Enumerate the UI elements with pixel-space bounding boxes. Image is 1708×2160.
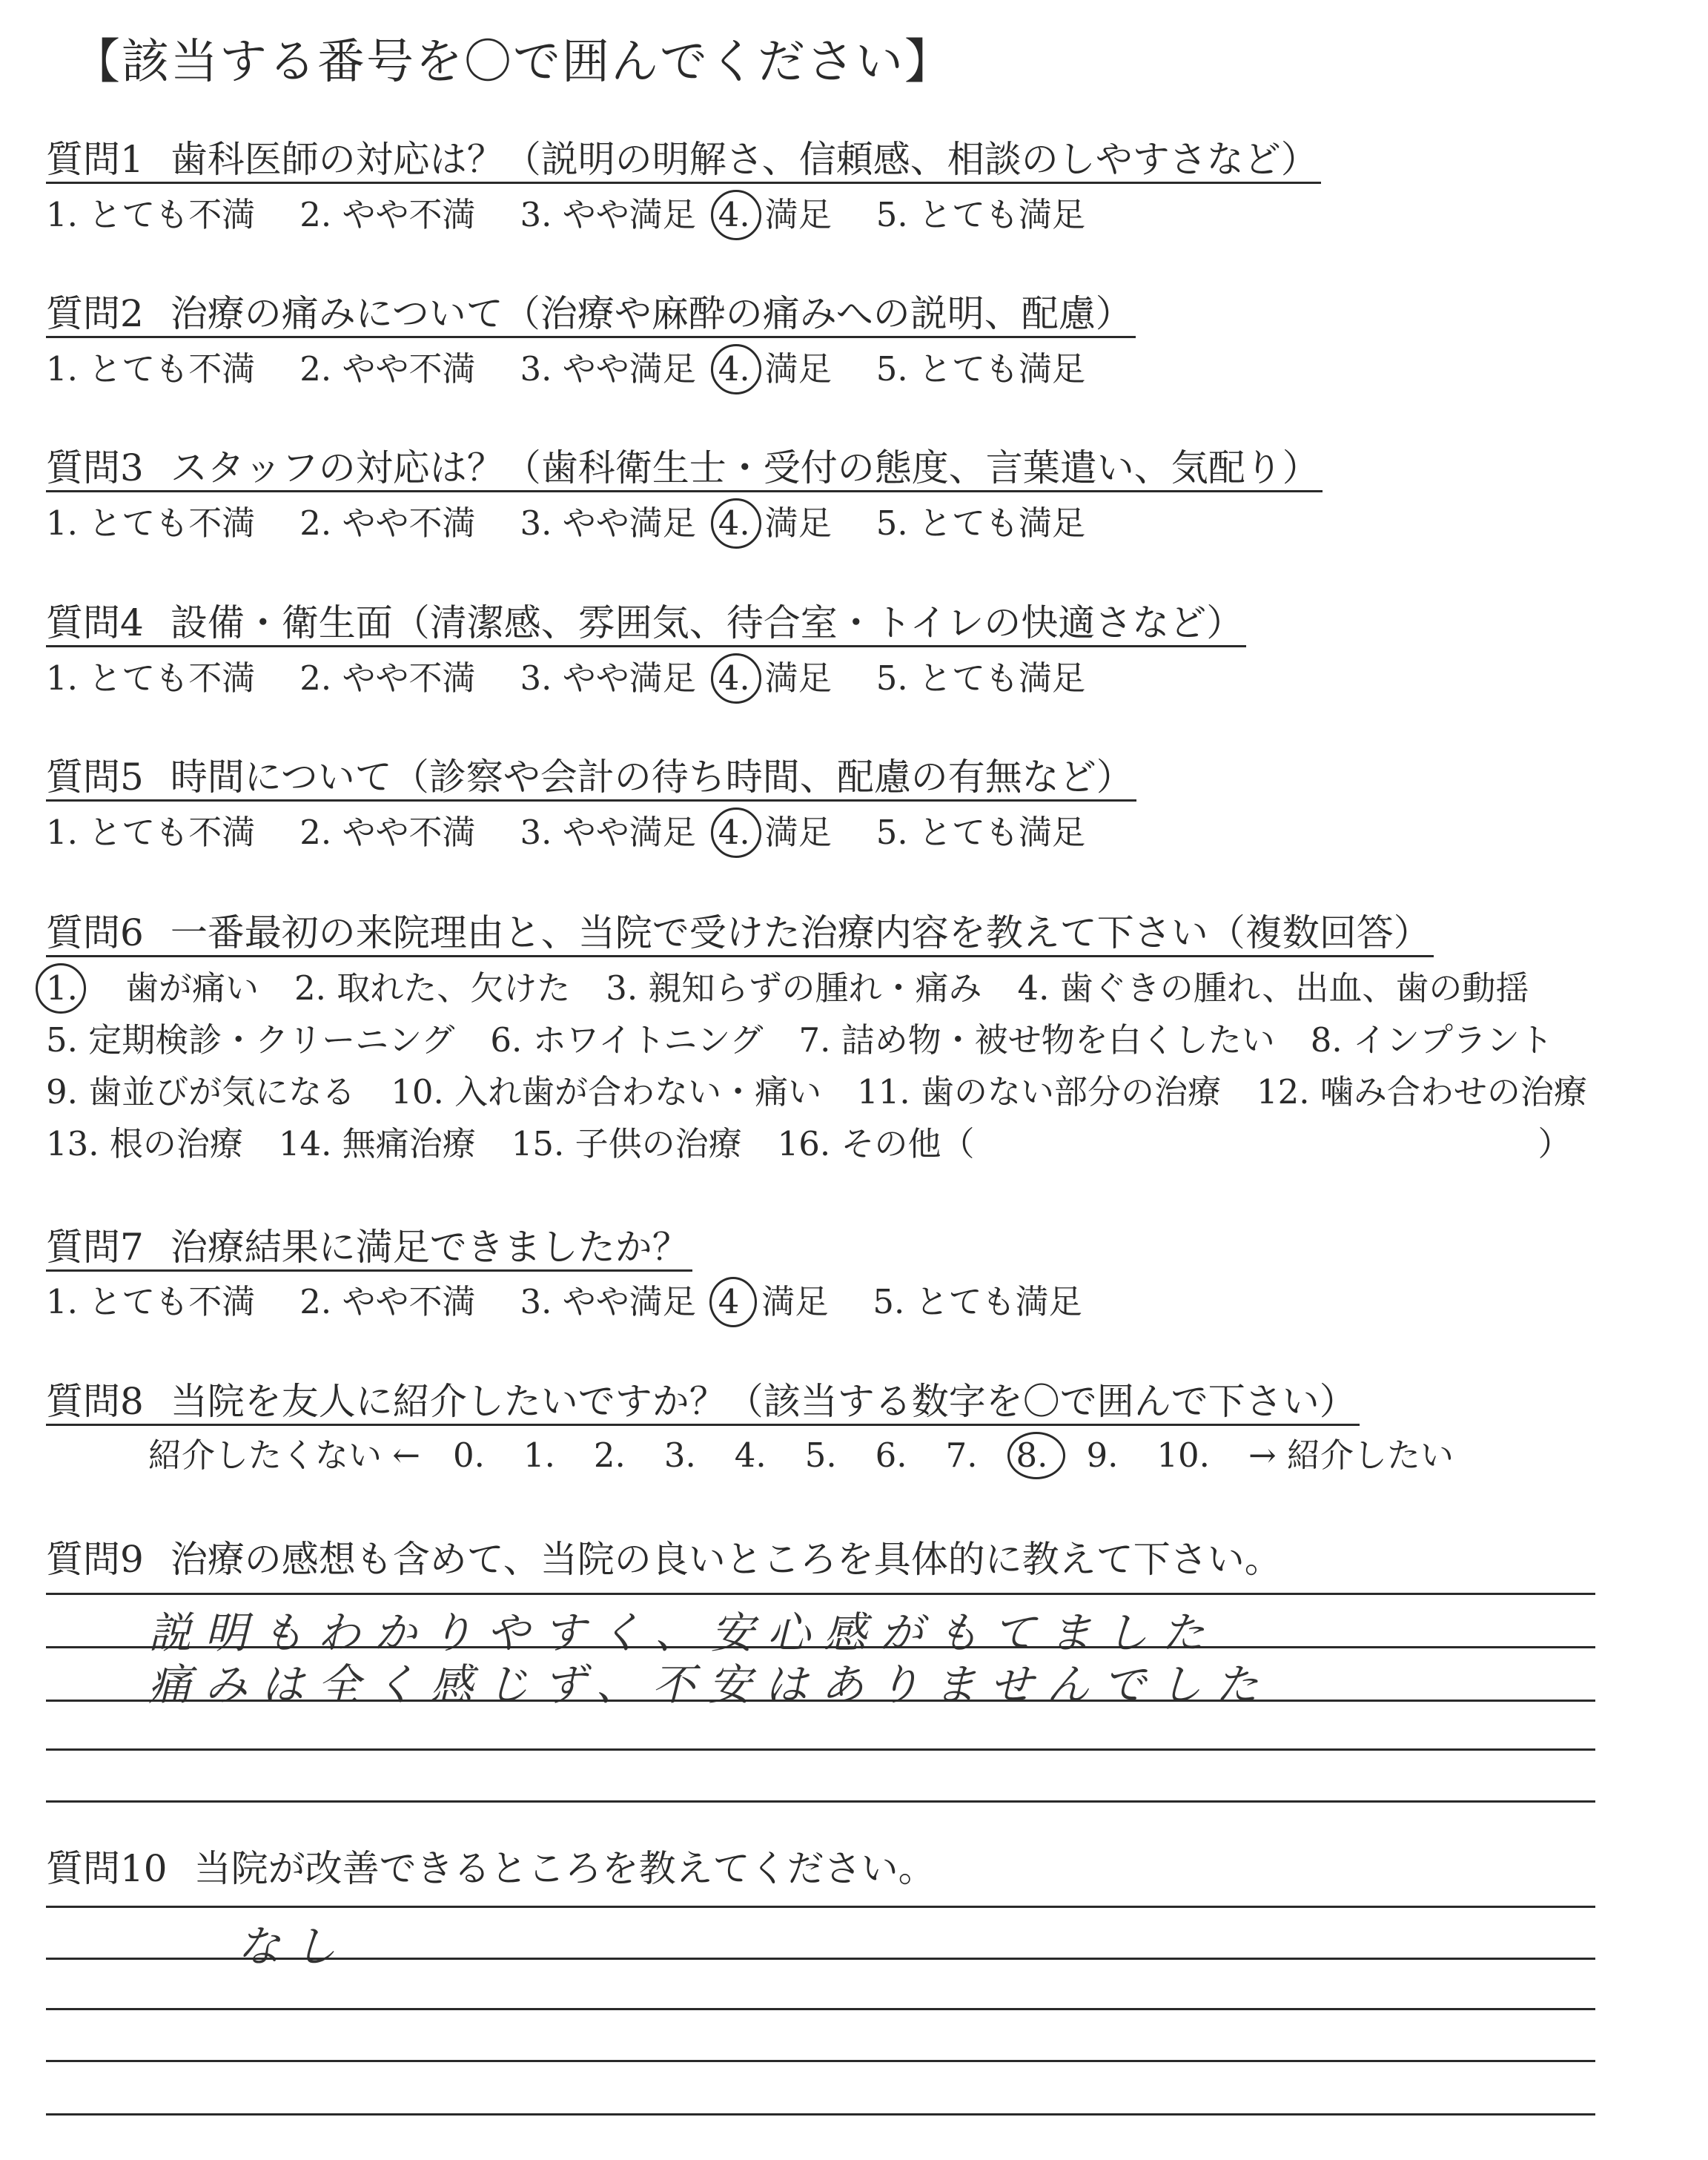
option-satisfied-selected[interactable] xyxy=(718,1281,740,1323)
option-somewhat-dissatisfied[interactable]: 2. やや不満 xyxy=(299,658,476,698)
option-number: 4. xyxy=(718,195,750,234)
question-6-text: 一番最初の来院理由と、当院で受けた治療内容を教えて下さい（複数回答） xyxy=(170,911,1431,954)
option-whitening[interactable]: 6. ホワイトニング xyxy=(490,1020,764,1060)
question-1-number: 質問1 xyxy=(46,138,144,181)
option-very-satisfied[interactable]: 5. とても満足 xyxy=(875,658,1085,698)
question-4-title xyxy=(46,601,1246,647)
selection-circle xyxy=(711,653,761,704)
selection-circle xyxy=(711,807,761,858)
question-6-row-2 xyxy=(46,1020,1589,1061)
option-other[interactable]: 16. その他（ xyxy=(777,1124,975,1163)
option-number: 1. xyxy=(46,968,78,1008)
option-very-satisfied[interactable]: 5. とても満足 xyxy=(873,1282,1082,1321)
selection-circle xyxy=(36,963,86,1014)
answer-line xyxy=(46,1700,1595,1702)
option-toothache: 歯が痛い xyxy=(125,968,259,1008)
option-number: 4. xyxy=(718,658,750,698)
answer-line xyxy=(46,1800,1595,1803)
option-number: 4. xyxy=(718,349,750,389)
selection-circle xyxy=(1007,1432,1065,1479)
option-somewhat-satisfied[interactable]: 3. やや満足 xyxy=(520,503,696,543)
answer-line xyxy=(46,1593,1595,1595)
option-satisfied-selected[interactable] xyxy=(718,194,750,236)
question-7-text: 治療結果に満足できましたか？ xyxy=(170,1226,689,1269)
question-5-number: 質問5 xyxy=(46,756,144,799)
scale-7[interactable]: 7. xyxy=(945,1436,978,1475)
question-1-options xyxy=(46,194,1130,236)
question-2-options xyxy=(46,349,1130,390)
question-5-options xyxy=(46,812,1130,853)
question-6-row-1 xyxy=(46,968,1564,1009)
scale-left-label: 紹介したくない ← xyxy=(148,1436,421,1475)
question-4-number: 質問4 xyxy=(46,601,144,644)
handwritten-answer-line-1: 説明もわかりやすく、安心感がもてました xyxy=(148,1608,1218,1658)
question-9-number: 質問9 xyxy=(46,1538,144,1581)
answer-line xyxy=(46,2060,1595,2062)
scale-number: 8. xyxy=(1016,1436,1048,1475)
option-children[interactable]: 15. 子供の治療 xyxy=(511,1124,742,1163)
question-1-title xyxy=(46,137,1321,184)
question-10-number: 質問10 xyxy=(46,1847,168,1890)
option-very-dissatisfied[interactable]: 1. とても不満 xyxy=(46,1282,256,1321)
option-white-fillings[interactable]: 7. 詰め物・被せ物を白くしたい xyxy=(798,1020,1275,1060)
question-4-options xyxy=(46,658,1130,699)
question-4-text: 設備・衛生面（清潔感、雰囲気、待合室・トイレの快適さなど） xyxy=(170,601,1244,644)
option-satisfied-label: 満足 xyxy=(764,813,832,852)
question-8-text: 当院を友人に紹介したいですか？（該当する数字を〇で囲んで下さい） xyxy=(170,1380,1357,1423)
question-2-title xyxy=(46,291,1136,338)
answer-line xyxy=(46,2113,1595,2116)
option-bite[interactable]: 12. 噛み合わせの治療 xyxy=(1257,1072,1587,1112)
question-7-title xyxy=(46,1225,692,1272)
selection-circle xyxy=(709,1277,757,1327)
question-1-text: 歯科医師の対応は？（説明の明解さ、信頼感、相談のしやすさなど） xyxy=(170,138,1318,181)
selection-circle xyxy=(711,344,761,394)
option-root-canal[interactable]: 13. 根の治療 xyxy=(46,1124,243,1163)
scale-9[interactable]: 9. xyxy=(1086,1436,1119,1475)
answer-line xyxy=(46,1748,1595,1751)
option-satisfied-label: 満足 xyxy=(764,195,832,234)
handwritten-answer: なし xyxy=(237,1921,351,1972)
option-somewhat-satisfied[interactable]: 3. やや満足 xyxy=(520,195,696,234)
option-alignment[interactable]: 9. 歯並びが気になる xyxy=(46,1072,356,1112)
question-7-number: 質問7 xyxy=(46,1226,144,1269)
question-9-title xyxy=(46,1537,1282,1582)
option-satisfied-selected[interactable] xyxy=(718,503,750,544)
question-3-text: スタッフの対応は？（歯科衛生士・受付の態度、言葉遣い、気配り） xyxy=(170,446,1320,489)
answer-line xyxy=(46,2008,1595,2010)
option-very-satisfied[interactable]: 5. とても満足 xyxy=(875,813,1085,852)
option-somewhat-dissatisfied[interactable]: 2. やや不満 xyxy=(299,349,476,389)
option-very-dissatisfied[interactable]: 1. とても不満 xyxy=(46,349,256,389)
option-1-selected[interactable] xyxy=(46,968,113,1009)
option-number: 4. xyxy=(718,503,750,543)
instruction-header: 【該当する番号を〇で囲んでください】 xyxy=(73,35,953,90)
scale-right-label: → 紹介したい xyxy=(1248,1436,1454,1475)
option-somewhat-satisfied[interactable]: 3. やや満足 xyxy=(520,349,696,389)
option-chipped[interactable]: 2. 取れた、欠けた xyxy=(294,968,571,1008)
option-very-dissatisfied[interactable]: 1. とても不満 xyxy=(46,813,256,852)
option-implant[interactable]: 8. インプラント xyxy=(1310,1020,1554,1060)
question-10-text: 当院が改善できるところを教えてください。 xyxy=(193,1847,936,1890)
scale-8-selected[interactable] xyxy=(1016,1435,1048,1476)
option-somewhat-dissatisfied[interactable]: 2. やや不満 xyxy=(299,195,476,234)
option-number: 4. xyxy=(718,813,750,852)
question-7-options xyxy=(46,1281,1127,1323)
option-painless[interactable]: 14. 無痛治療 xyxy=(278,1124,476,1163)
question-9-text: 治療の感想も含めて、当院の良いところを具体的に教えて下さい。 xyxy=(170,1538,1282,1581)
question-5-title xyxy=(46,755,1136,802)
option-dentures[interactable]: 10. 入れ歯が合わない・痛い xyxy=(391,1072,822,1112)
scale-1[interactable]: 1. xyxy=(523,1436,555,1475)
question-8-number: 質問8 xyxy=(46,1380,144,1423)
option-satisfied-label: 満足 xyxy=(764,349,832,389)
option-checkup[interactable]: 5. 定期検診・クリーニング xyxy=(46,1020,455,1060)
question-2-text: 治療の痛みについて（治療や麻酔の痛みへの説明、配慮） xyxy=(170,292,1133,335)
scale-10[interactable]: 10. xyxy=(1156,1436,1210,1475)
scale-0[interactable]: 0. xyxy=(453,1436,485,1475)
scale-2[interactable]: 2. xyxy=(593,1436,626,1475)
option-satisfied-label: 満足 xyxy=(764,503,832,543)
question-5-text: 時間について（診察や会計の待ち時間、配慮の有無など） xyxy=(170,756,1133,799)
option-other-close: ） xyxy=(1537,1124,1572,1163)
handwritten-answer-line-2: 痛みは全く感じず、不安はありませんでした xyxy=(148,1659,1272,1710)
option-somewhat-dissatisfied[interactable]: 2. やや不満 xyxy=(299,503,476,543)
option-very-satisfied[interactable]: 5. とても満足 xyxy=(875,503,1085,543)
question-6-number: 質問6 xyxy=(46,911,144,954)
option-satisfied-selected[interactable] xyxy=(718,812,750,853)
option-somewhat-satisfied[interactable]: 3. やや満足 xyxy=(520,658,696,698)
option-somewhat-satisfied[interactable]: 3. やや満足 xyxy=(520,813,696,852)
answer-line xyxy=(46,1646,1595,1648)
scale-3[interactable]: 3. xyxy=(663,1436,696,1475)
question-10-title xyxy=(46,1846,936,1891)
option-satisfied-selected[interactable] xyxy=(718,658,750,699)
option-satisfied-label: 満足 xyxy=(761,1282,829,1321)
scale-6[interactable]: 6. xyxy=(875,1436,907,1475)
question-3-title xyxy=(46,446,1323,492)
selection-circle xyxy=(711,498,761,549)
question-3-number: 質問3 xyxy=(46,446,144,489)
option-number: 4 xyxy=(718,1282,740,1321)
scale-4[interactable]: 4. xyxy=(734,1436,767,1475)
question-6-row-4 xyxy=(46,1123,1607,1165)
option-missing-teeth[interactable]: 11. 歯のない部分の治療 xyxy=(857,1072,1221,1112)
option-gum[interactable]: 4. 歯ぐきの腫れ、出血、歯の動揺 xyxy=(1017,968,1529,1008)
option-very-satisfied[interactable]: 5. とても満足 xyxy=(875,195,1085,234)
answer-line xyxy=(46,1958,1595,1960)
option-satisfied-selected[interactable] xyxy=(718,349,750,390)
option-very-dissatisfied[interactable]: 1. とても不満 xyxy=(46,658,256,698)
question-8-scale xyxy=(148,1435,1454,1476)
question-6-row-3 xyxy=(46,1071,1623,1113)
option-wisdom-tooth[interactable]: 3. 親知らずの腫れ・痛み xyxy=(606,968,982,1008)
option-very-dissatisfied[interactable]: 1. とても不満 xyxy=(46,503,256,543)
question-2-number: 質問2 xyxy=(46,292,144,335)
option-somewhat-dissatisfied[interactable]: 2. やや不満 xyxy=(299,1282,476,1321)
option-somewhat-satisfied[interactable]: 3. やや満足 xyxy=(520,1282,696,1321)
option-somewhat-dissatisfied[interactable]: 2. やや不満 xyxy=(299,813,476,852)
question-6-title xyxy=(46,911,1434,957)
question-8-title xyxy=(46,1379,1360,1426)
scale-5[interactable]: 5. xyxy=(804,1436,837,1475)
answer-line xyxy=(46,1906,1595,1908)
option-satisfied-label: 満足 xyxy=(764,658,832,698)
option-very-satisfied[interactable]: 5. とても満足 xyxy=(875,349,1085,389)
question-3-options xyxy=(46,503,1130,544)
option-very-dissatisfied[interactable]: 1. とても不満 xyxy=(46,195,256,234)
selection-circle xyxy=(711,190,761,240)
